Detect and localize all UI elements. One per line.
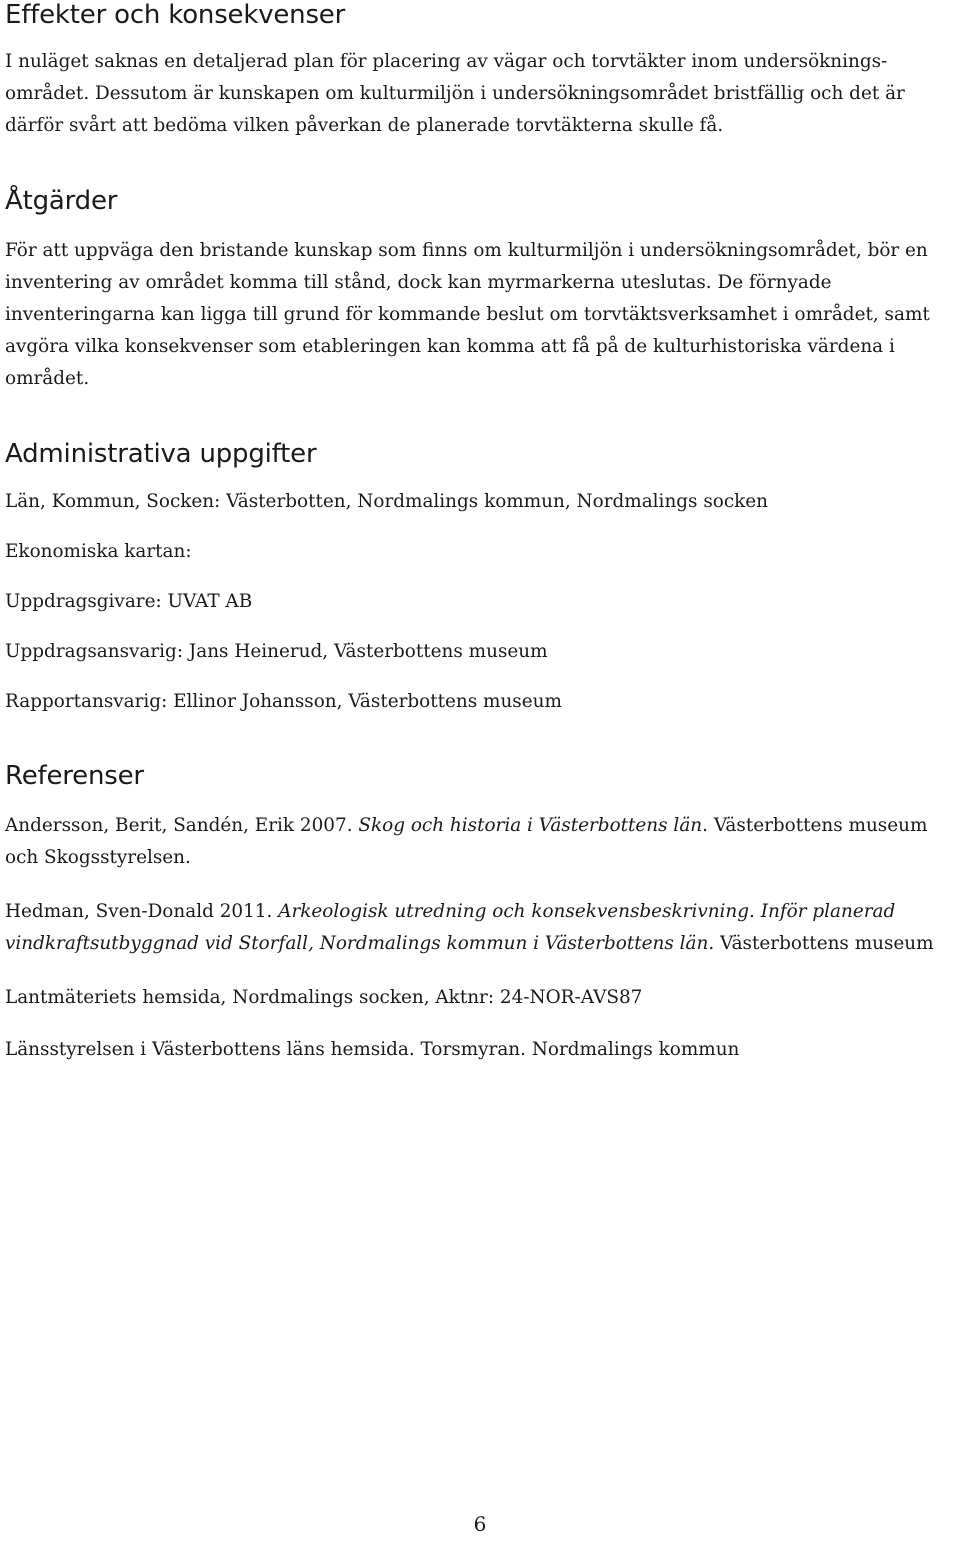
reference-publisher: . Västerbottens museum: [708, 933, 934, 954]
reference-item: Lantmäteriets hemsida, Nordmalings socken, Aktnr: 24-NOR-AVS87: [5, 987, 643, 1008]
reference-authors: Hedman, Sven-Donald 2011.: [5, 901, 279, 922]
heading-references: Referenser: [5, 761, 144, 791]
reference-title: Skog och historia i Västerbottens län: [358, 815, 703, 836]
admin-line-county: Län, Kommun, Socken: Västerbotten, Nordmalings kommun, Nordmalings socken: [5, 491, 769, 512]
reference-item: Länsstyrelsen i Västerbottens läns hemsida. Torsmyran. Nordmalings kommun: [5, 1039, 740, 1060]
heading-effects: Effekter och konsekvenser: [5, 0, 346, 30]
admin-line-client: Uppdragsgivare: UVAT AB: [5, 591, 253, 612]
admin-line-report: Rapportansvarig: Ellinor Johansson, Västerbottens museum: [5, 691, 562, 712]
admin-line-assignment: Uppdragsansvarig: Jans Heinerud, Västerbottens museum: [5, 641, 548, 662]
reference-list: [5, 810, 955, 1088]
page-number: 6: [473, 1512, 487, 1536]
reference-item: [5, 896, 955, 960]
admin-line-map: Ekonomiska kartan:: [5, 541, 192, 562]
heading-measures: Åtgärder: [5, 186, 118, 216]
reference-authors: Andersson, Berit, Sandén, Erik 2007.: [5, 815, 359, 836]
heading-admin: Administrativa uppgifter: [5, 439, 317, 469]
reference-title: Arkeologisk utredning och konsekvensbeskrivning. Inför planerad vindkraftsutbyggnad vid Storfall, Nordmalings kommun i Västerbottens län: [5, 901, 896, 954]
admin-list: [5, 486, 955, 736]
reference-item: [5, 810, 955, 874]
paragraph-measures: För att uppväga den bristande kunskap som finns om kulturmiljön i undersökningsområdet, bör en inventering av området komma till stånd, dock kan myrmarkerna uteslutas. De förnyade inventeringarna kan ligga till grund för kommande beslut om torvtäktsverksamhet i området, samt avgöra vilka konsekvenser som etableringen kan komma att få på de kulturhistoriska värdena i området.: [5, 240, 930, 389]
paragraph-effects: I nuläget saknas en detaljerad plan för placering av vägar och torvtäkter inom undersökningsområdet. Dessutom är kunskapen om kulturmiljön i undersökningsområdet bristfällig och det är därför svårt att bedöma vilken påverkan de planerade torvtäkterna skulle få.: [5, 51, 905, 136]
reference-publisher: . Västerbottens museum och Skogsstyrelsen.: [5, 815, 928, 868]
